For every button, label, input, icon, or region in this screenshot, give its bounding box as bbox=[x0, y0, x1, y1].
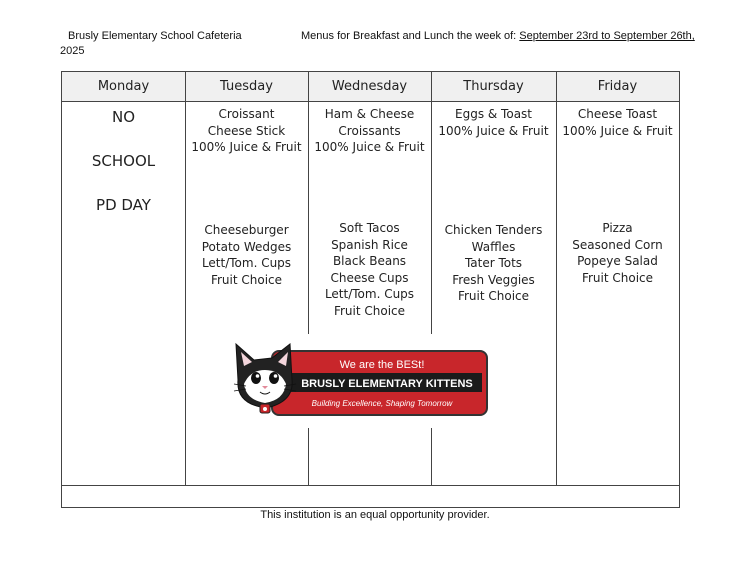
col-head-friday: Friday bbox=[597, 79, 638, 94]
menu-week-prefix: Menus for Breakfast and Lunch the week of: bbox=[301, 30, 520, 42]
cafeteria-title-line2: 2025 bbox=[60, 45, 85, 57]
menu-item: 100% Juice & Fruit bbox=[438, 123, 549, 138]
menu-item: Popeye Salad bbox=[577, 254, 658, 268]
menu-item: 100% Juice & Fruit bbox=[191, 140, 302, 154]
friday-breakfast bbox=[556, 106, 679, 139]
column-divider bbox=[308, 428, 309, 486]
monday-cell bbox=[62, 95, 185, 227]
menu-item: Seasoned Corn bbox=[572, 237, 663, 252]
col-head-tuesday: Tuesday bbox=[220, 79, 273, 94]
monday-line: NO bbox=[111, 108, 136, 126]
menu-item: Fruit Choice bbox=[333, 303, 406, 318]
menu-item: 100% Juice & Fruit bbox=[314, 140, 425, 154]
tuesday-lunch bbox=[185, 222, 308, 288]
menu-item: Fresh Veggies bbox=[452, 272, 535, 287]
equal-opportunity-notice: This institution is an equal opportunity provider. bbox=[260, 509, 490, 521]
menu-table-footer-row bbox=[62, 485, 679, 486]
menu-item: Cheese Cups bbox=[330, 270, 409, 285]
menu-item: Cheese Toast bbox=[577, 107, 658, 121]
monday-line: SCHOOL bbox=[91, 152, 156, 170]
menu-item: Tater Tots bbox=[464, 256, 523, 270]
menu-item: Fruit Choice bbox=[210, 272, 283, 287]
menu-item: Eggs & Toast bbox=[455, 107, 532, 121]
logo-school-name: BRUSLY ELEMENTARY KITTENS bbox=[301, 378, 473, 390]
menu-item: Croissant bbox=[218, 107, 275, 121]
wednesday-lunch bbox=[308, 220, 431, 319]
menu-item: Ham & Cheese bbox=[324, 107, 415, 121]
col-head-wednesday: Wednesday bbox=[331, 79, 408, 94]
menu-week-heading bbox=[301, 29, 695, 44]
menu-item: Potato Wedges bbox=[201, 239, 292, 254]
wednesday-breakfast bbox=[308, 106, 431, 156]
cafeteria-title bbox=[60, 29, 250, 59]
logo-tagline: We are the BESt! bbox=[339, 359, 425, 371]
friday-lunch bbox=[556, 220, 679, 286]
cafeteria-title-line1: Brusly Elementary School Cafeteria bbox=[68, 30, 242, 42]
menu-item: Chicken Tenders bbox=[444, 223, 543, 237]
menu-item: Fruit Choice bbox=[457, 289, 530, 303]
tuesday-breakfast bbox=[185, 106, 308, 156]
menu-item: Fruit Choice bbox=[581, 270, 654, 285]
menu-item: Lett/Tom. Cups bbox=[201, 256, 292, 270]
thursday-breakfast bbox=[431, 106, 556, 139]
kittens-logo bbox=[232, 340, 490, 422]
menu-item: Pizza bbox=[602, 221, 633, 235]
menu-item: Black Beans bbox=[332, 254, 407, 268]
menu-item: Croissants bbox=[338, 123, 401, 138]
column-divider bbox=[431, 428, 432, 486]
menu-item: Spanish Rice bbox=[331, 237, 408, 252]
col-head-thursday: Thursday bbox=[463, 79, 524, 94]
menu-item: Waffles bbox=[471, 239, 516, 254]
menu-item: Lett/Tom. Cups bbox=[324, 287, 415, 301]
menu-item: 100% Juice & Fruit bbox=[562, 123, 673, 138]
menu-table bbox=[61, 71, 680, 508]
menu-item: Soft Tacos bbox=[339, 221, 400, 235]
col-head-monday: Monday bbox=[97, 79, 150, 94]
monday-line: PD DAY bbox=[96, 196, 151, 214]
menu-item: Cheese Stick bbox=[207, 123, 286, 138]
menu-week-range: September 23rd to September 26th, bbox=[519, 30, 695, 42]
logo-motto: Building Excellence, Shaping Tomorrow bbox=[311, 399, 453, 408]
thursday-lunch bbox=[431, 222, 556, 305]
menu-item: Cheeseburger bbox=[204, 223, 289, 237]
